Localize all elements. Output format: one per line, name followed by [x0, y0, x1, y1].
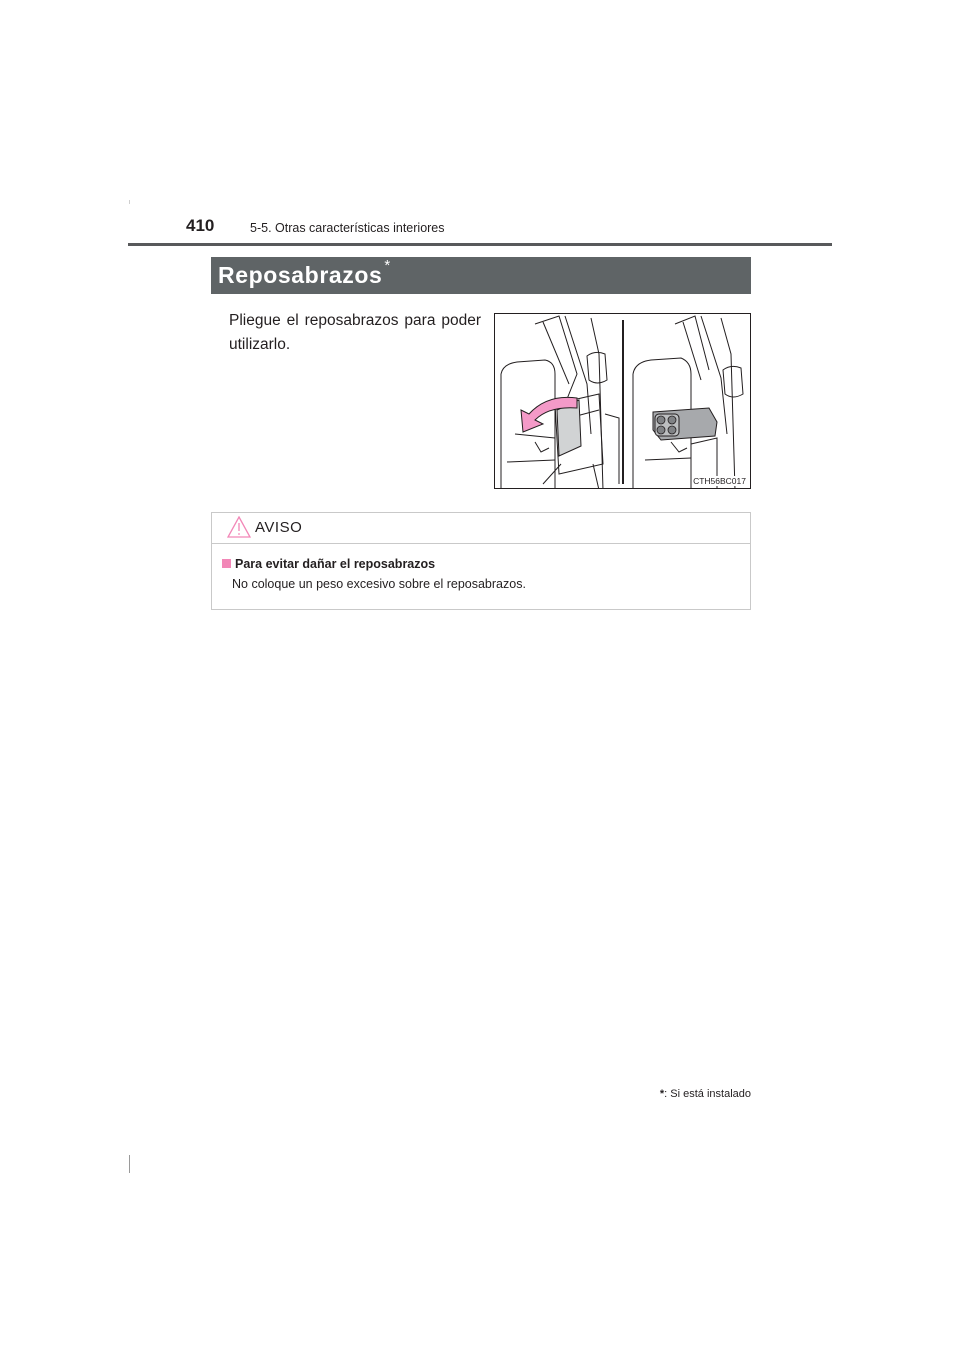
warning-header [212, 513, 750, 544]
crop-mark [129, 1155, 130, 1173]
body-text: Pliegue el reposabrazos para poder utilizarlo. [229, 312, 481, 353]
footnote-mark: * [659, 1088, 665, 1100]
warning-item-title [222, 557, 435, 571]
footnote [660, 1088, 751, 1100]
section-title: 5-5. Otras características interiores [250, 221, 445, 235]
installed-mark: * [384, 257, 391, 274]
page-title [211, 257, 751, 294]
warning-item-text: No coloque un peso excesivo sobre el reposabrazos. [232, 577, 526, 591]
bullet-square-icon [222, 559, 231, 568]
crop-mark [129, 200, 130, 204]
warning-triangle-icon [227, 516, 251, 538]
header-rule [128, 243, 832, 246]
warning-label: AVISO [255, 519, 303, 536]
armrest-illustration [494, 313, 751, 489]
page-title-text: Reposabrazos [218, 262, 383, 288]
armrest-drawing [495, 314, 751, 489]
warning-box [211, 512, 751, 610]
warning-item-title-text: Para evitar dañar el reposabrazos [235, 557, 436, 571]
figure-code: CTH56BC017 [693, 476, 746, 486]
footnote-text: : Si está instalado [664, 1088, 751, 1100]
page-number: 410 [186, 216, 215, 235]
